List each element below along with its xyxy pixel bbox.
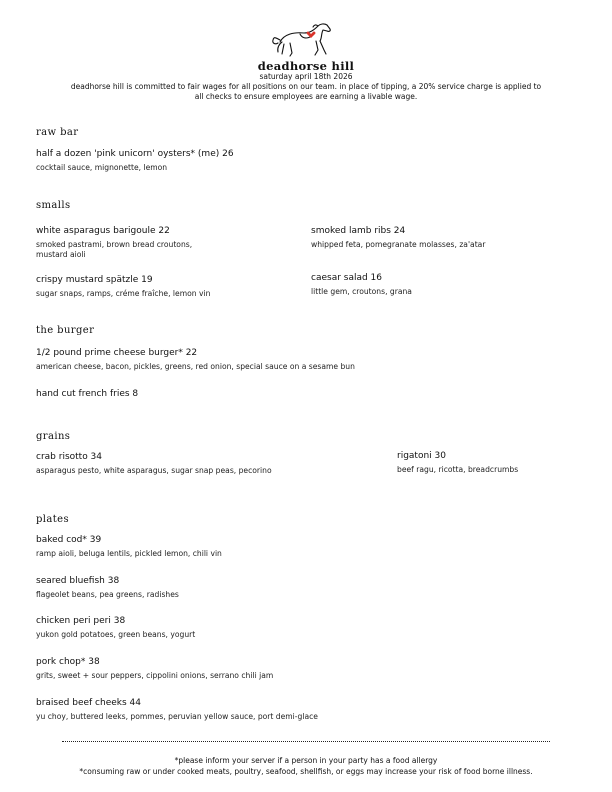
item-description-line: mustard aioli xyxy=(36,250,86,259)
item-description: little gem, croutons, grana xyxy=(311,287,412,296)
item-name: chicken peri peri 38 xyxy=(36,616,126,626)
menu-item xyxy=(311,226,485,250)
item-name: crispy mustard spätzle 19 xyxy=(36,275,153,285)
item-description: asparagus pesto, white asparagus, sugar snap peas, pecorino xyxy=(36,466,272,475)
item-name: caesar salad 16 xyxy=(311,273,383,283)
raw-food-warning: *consuming raw or under cooked meats, poultry, seafood, shellfish, or eggs may increase your risk of food borne illness. xyxy=(79,767,533,776)
item-description xyxy=(36,240,192,260)
menu-item xyxy=(36,535,222,559)
menu-item xyxy=(36,348,355,372)
item-name: 1/2 pound prime cheese burger* 22 xyxy=(36,348,198,358)
item-name: rigatoni 30 xyxy=(397,451,446,461)
item-name: half a dozen 'pink unicorn' oysters* (me) 26 xyxy=(36,149,234,159)
section-title-smalls: smalls xyxy=(36,200,71,211)
item-name: hand cut french fries 8 xyxy=(36,389,139,399)
item-description: cocktail sauce, mignonette, lemon xyxy=(36,163,168,172)
section-title-raw-bar: raw bar xyxy=(36,127,79,138)
dotted-divider xyxy=(62,741,550,742)
item-description: american cheese, bacon, pickles, greens, red onion, special sauce on a sesame bun xyxy=(36,362,355,371)
item-name: white asparagus barigoule 22 xyxy=(36,226,170,236)
menu-item xyxy=(397,451,518,475)
item-description: grits, sweet + sour peppers, cippolini onions, serrano chili jam xyxy=(36,671,274,680)
restaurant-name: deadhorse hill xyxy=(257,59,355,73)
item-description: whipped feta, pomegranate molasses, za'atar xyxy=(311,240,486,249)
item-name: crab risotto 34 xyxy=(36,452,103,462)
menu-date: saturday april 18th 2026 xyxy=(259,72,353,81)
menu-item xyxy=(36,389,138,399)
section-title-grains: grains xyxy=(36,431,71,442)
service-charge-line-1: deadhorse hill is committed to fair wages for all positions on our team. in place of tipping, a 20% service charge is applied to xyxy=(70,82,542,91)
item-description-line: smoked pastrami, brown bread croutons, xyxy=(36,240,193,249)
horse-logo-icon xyxy=(270,20,342,60)
menu-item xyxy=(36,698,318,722)
menu-item xyxy=(311,273,412,297)
section-title-burger: the burger xyxy=(36,325,95,336)
item-name: braised beef cheeks 44 xyxy=(36,698,141,708)
item-description: ramp aioli, beluga lentils, pickled lemon, chili vin xyxy=(36,549,222,558)
service-charge-line-2: all checks to ensure employees are earning a livable wage. xyxy=(194,92,418,101)
item-description: flageolet beans, pea greens, radishes xyxy=(36,590,179,599)
item-name: pork chop* 38 xyxy=(36,657,100,667)
menu-item xyxy=(36,275,210,299)
service-charge-note xyxy=(30,82,582,102)
item-description: yu choy, buttered leeks, pommes, peruvian yellow sauce, port demi-glace xyxy=(36,712,318,721)
item-description: yukon gold potatoes, green beans, yogurt xyxy=(36,630,196,639)
item-name: seared bluefish 38 xyxy=(36,576,120,586)
item-description: beef ragu, ricotta, breadcrumbs xyxy=(397,465,519,474)
menu-item xyxy=(36,226,192,260)
item-name: smoked lamb ribs 24 xyxy=(311,226,406,236)
menu-item xyxy=(36,576,179,600)
menu-item xyxy=(36,616,195,640)
allergy-note: *please inform your server if a person in your party has a food allergy xyxy=(174,756,438,765)
menu-item xyxy=(36,657,273,681)
menu-item xyxy=(36,452,272,476)
item-name: baked cod* 39 xyxy=(36,535,102,545)
section-title-plates: plates xyxy=(36,514,70,525)
menu-item xyxy=(36,149,234,173)
item-description: sugar snaps, ramps, créme fraîche, lemon vin xyxy=(36,289,211,298)
